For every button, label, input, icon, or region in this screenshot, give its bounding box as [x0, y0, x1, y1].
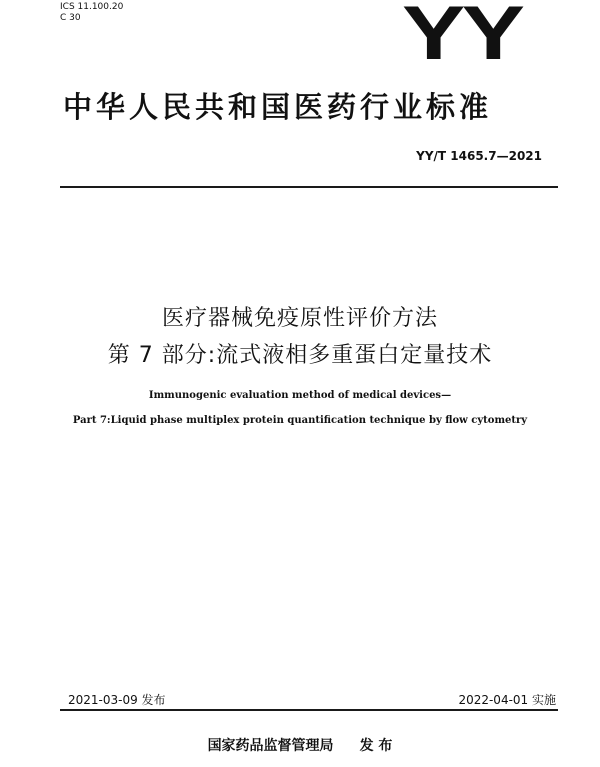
implementation-date: 2022-04-01 实施	[458, 693, 556, 707]
yy-logo: YY	[402, 0, 522, 76]
document-title-line-2: 第 7 部分:流式液相多重蛋白定量技术	[107, 343, 493, 368]
ics-code: ICS 11.100.20	[60, 2, 124, 12]
issuer-line	[0, 737, 600, 755]
top-divider	[60, 186, 558, 188]
issue-label: 发 布	[359, 738, 393, 754]
standard-category-title: 中华人民共和国医药行业标准	[63, 90, 493, 124]
bottom-divider	[60, 709, 558, 711]
english-title-line-1: Immunogenic evaluation method of medical devices—	[148, 390, 452, 401]
issue-date: 2021-03-09 发布	[68, 693, 166, 707]
ccs-code: C 30	[60, 13, 81, 23]
english-title-line-2: Part 7:Liquid phase multiplex protein quantification technique by flow cytometry	[72, 415, 528, 426]
classification-codes	[60, 2, 123, 24]
issuer-name: 国家药品监督管理局	[207, 738, 334, 754]
document-title-line-1: 医疗器械免疫原性评价方法	[161, 306, 438, 331]
standard-number: YY/T 1465.7—2021	[416, 149, 542, 163]
